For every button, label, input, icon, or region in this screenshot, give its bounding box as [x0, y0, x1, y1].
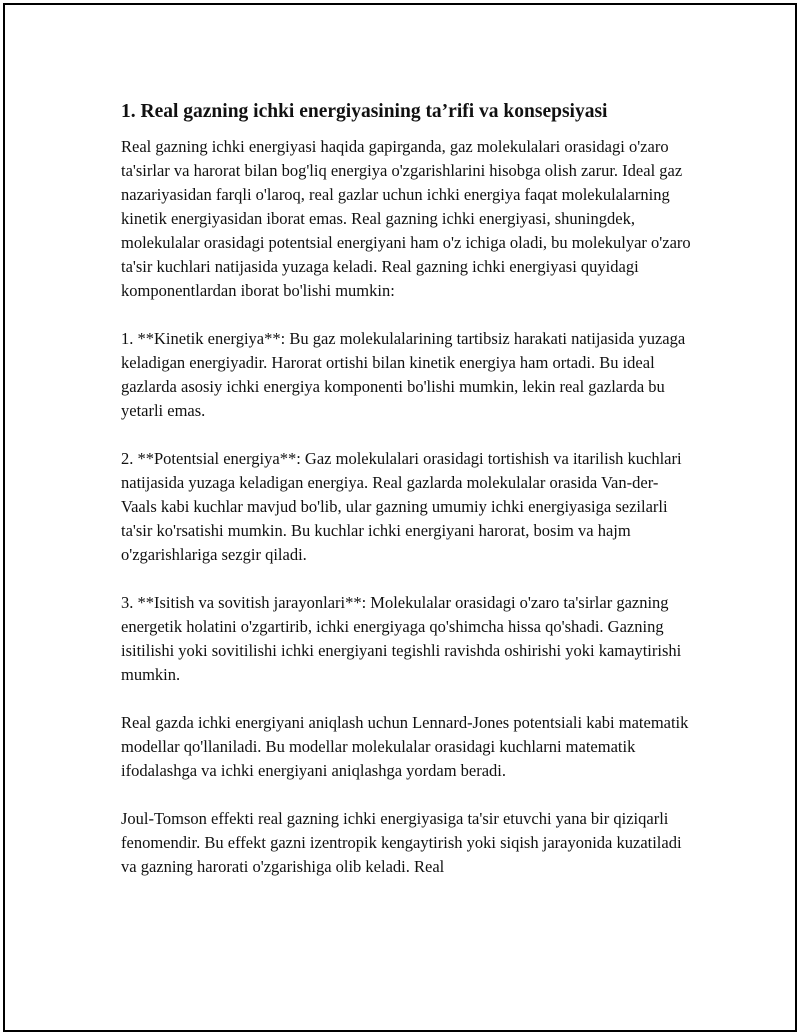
- paragraph-heating-cooling: 3. **Isitish va sovitish jarayonlari**: Molekulalar orasidagi o'zaro ta'sirlar gazning energetik holatini o'zgartirib, ichki energiyaga qo'shimcha hissa qo'shadi. Gazning isitilishi yoki sovitilishi ichki energiyani tegishli ravishda oshirishi yoki kamaytirishi mumkin.: [121, 593, 682, 684]
- document-body: [121, 97, 691, 903]
- paragraph-kinetic-energy: 1. **Kinetik energiya**: Bu gaz molekulalarining tartibsiz harakati natijasida yuzaga keladigan energiyadir. Harorat ortishi bilan kinetik energiya ham ortadi. Bu ideal gazlarda asosiy ichki energiya komponenti bo'lishi mumkin, lekin real gazlarda bu yetarli emas.: [121, 329, 686, 420]
- paragraph-lennard-jones: Real gazda ichki energiyani aniqlash uchun Lennard-Jones potentsiali kabi matematik modellar qo'llaniladi. Bu modellar molekulalar orasidagi kuchlarni matematik ifodalashga va ichki energiyani aniqlashga yordam beradi.: [121, 713, 689, 780]
- page-frame: [3, 3, 797, 1032]
- paragraph-intro: Real gazning ichki energiyasi haqida gapirganda, gaz molekulalari orasidagi o'zaro ta'sirlar va harorat bilan bog'liq energiya o'zgarishlarini hisobga olish zarur. Ideal gaz nazariyasidan farqli o'laroq, real gazlar uchun ichki energiya faqat molekulalarning kinetik energiyasidan iborat emas. Real gazning ichki energiyasi, shuningdek, molekulalar orasidagi potentsial energiyani ham o'z ichiga oladi, bu molekulyar o'zaro ta'sir kuchlari natijasida yuzaga keladi. Real gazning ichki energiyasi quyidagi komponentlardan iborat bo'lishi mumkin:: [121, 137, 691, 300]
- paragraph-potential-energy: 2. **Potentsial energiya**: Gaz molekulalari orasidagi tortishish va itarilish kuchlari natijasida yuzaga keladigan energiya. Real gazlarda molekulalar orasida Van-der-Vaals kabi kuchlar mavjud bo'lib, ular gazning umumiy ichki energiyasiga sezilarli ta'sir ko'rsatishi mumkin. Bu kuchlar ichki energiyani harorat, bosim va hajm o'zgarishlariga sezgir qiladi.: [121, 449, 682, 564]
- paragraph-joule-thomson: Joul-Tomson effekti real gazning ichki energiyasiga ta'sir etuvchi yana bir qiziqarli fenomendir. Bu effekt gazni izentropik kengaytirish yoki siqish jarayonida kuzatiladi va gazning harorati o'zgarishiga olib keladi. Real: [121, 809, 682, 876]
- section-title: 1. Real gazning ichki energiyasining ta’rifi va konsepsiyasi: [121, 101, 608, 122]
